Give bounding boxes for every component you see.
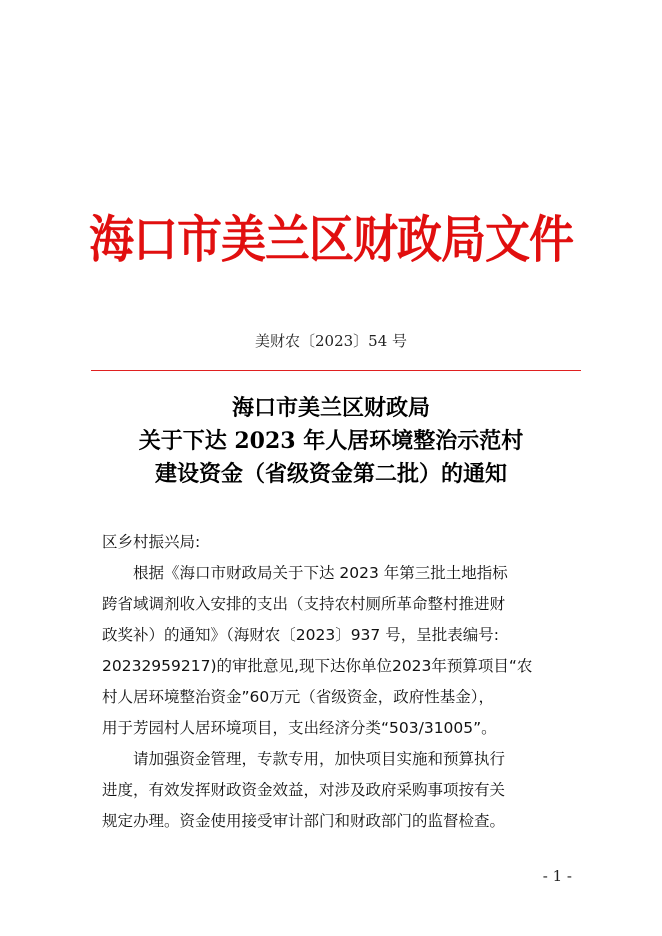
paragraph-2-line: 规定办理。资金使用接受审计部门和财政部门的监督检查。 [102,812,506,830]
paragraph-1-line: 跨省域调剂收入安排的支出（支持农村厕所革命整村推进财 [102,595,506,613]
document-number: 美财农〔2023〕54 号 [254,332,408,350]
document-title [0,392,662,491]
masthead-title: 海口市美兰区财政局文件 [88,209,573,270]
document-body [102,527,574,837]
paragraph-1-line: 用于芳园村人居环境项目，支出经济分类“503/31005”。 [102,719,497,737]
paragraph-2-line: 请加强资金管理，专款专用，加快项目实施和预算执行 [133,750,506,768]
page-number: - 1 - [542,867,572,885]
title-line-3: 建设资金（省级资金第二批）的通知 [154,461,507,487]
paragraph-1 [102,558,574,744]
title-line-1: 海口市美兰区财政局 [231,395,430,421]
title-line-2: 关于下达 2023 年人居环境整治示范村 [138,428,524,454]
paragraph-1-line: 20232959217)的审批意见,现下达你单位2023年预算项目“农 [102,657,533,675]
salutation: 区乡村振兴局: [102,533,201,551]
paragraph-2 [102,744,574,837]
paragraph-2-line: 进度，有效发挥财政资金效益，对涉及政府采购事项按有关 [102,781,506,799]
paragraph-1-line: 村人居环境整治资金”60万元（省级资金，政府性基金）， [102,688,495,706]
paragraph-1-line: 根据《海口市财政局关于下达 2023 年第三批土地指标 [133,564,508,582]
paragraph-1-line: 政奖补）的通知》（海财农〔2023〕937 号，呈批表编号: [102,626,499,644]
red-divider-line [91,370,581,371]
